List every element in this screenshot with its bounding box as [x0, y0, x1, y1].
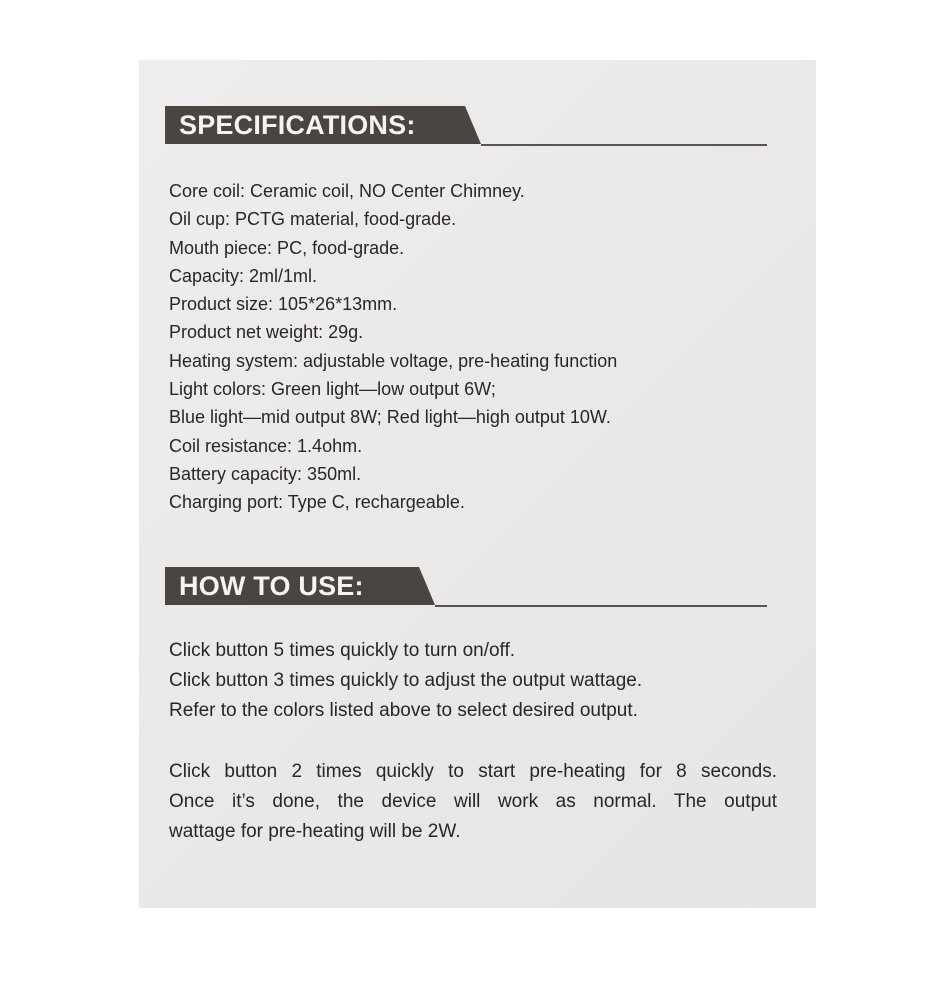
spec-item-mouth-piece: Mouth piece: PC, food-grade. [169, 237, 405, 258]
spec-item-oil-cup: Oil cup: PCTG material, food-grade. [169, 209, 457, 230]
specifications-list [169, 177, 617, 517]
spec-item-net-weight: Product net weight: 29g. [169, 322, 364, 343]
spec-item-battery-capacity: Battery capacity: 350ml. [169, 463, 362, 484]
spec-item-coil-resistance: Coil resistance: 1.4ohm. [169, 435, 363, 456]
how-to-use-paragraph-1 [169, 636, 777, 726]
spec-item-light-colors: Light colors: Green light—low output 6W; [169, 379, 496, 400]
specifications-header [165, 106, 745, 144]
usage-line-turn-on-off: Click button 5 times quickly to turn on/off. [169, 640, 516, 661]
how-to-use-header [165, 567, 769, 605]
spec-item-capacity: Capacity: 2ml/1ml. [169, 265, 318, 286]
usage-line-refer-colors: Refer to the colors listed above to select desired output. [169, 700, 638, 721]
specifications-title: SPECIFICATIONS: [179, 110, 416, 140]
spec-item-core-coil: Core coil: Ceramic coil, NO Center Chimney. [169, 181, 525, 201]
instruction-card [139, 60, 816, 908]
how-to-use-header-rule [435, 605, 767, 607]
spec-item-light-colors-cont: Blue light—mid output 8W; Red light—high output 10W. [169, 407, 611, 428]
usage-line-preheat: Click button 2 times quickly to start pre-heating for 8 seconds. [169, 761, 777, 782]
usage-line-adjust-wattage: Click button 3 times quickly to adjust the output wattage. [169, 670, 643, 691]
how-to-use-paragraph-2 [169, 757, 777, 847]
specifications-header-rule [481, 144, 767, 146]
usage-line-normal-operation: Once it’s done, the device will work as normal. The output [169, 791, 777, 812]
usage-line-preheat-wattage: wattage for pre-heating will be 2W. [169, 821, 461, 842]
spec-item-product-size: Product size: 105*26*13mm. [169, 294, 398, 315]
spec-item-heating-system: Heating system: adjustable voltage, pre-heating function [169, 350, 618, 371]
how-to-use-title: HOW TO USE: [179, 571, 364, 601]
spec-item-charging-port: Charging port: Type C, rechargeable. [169, 492, 465, 513]
